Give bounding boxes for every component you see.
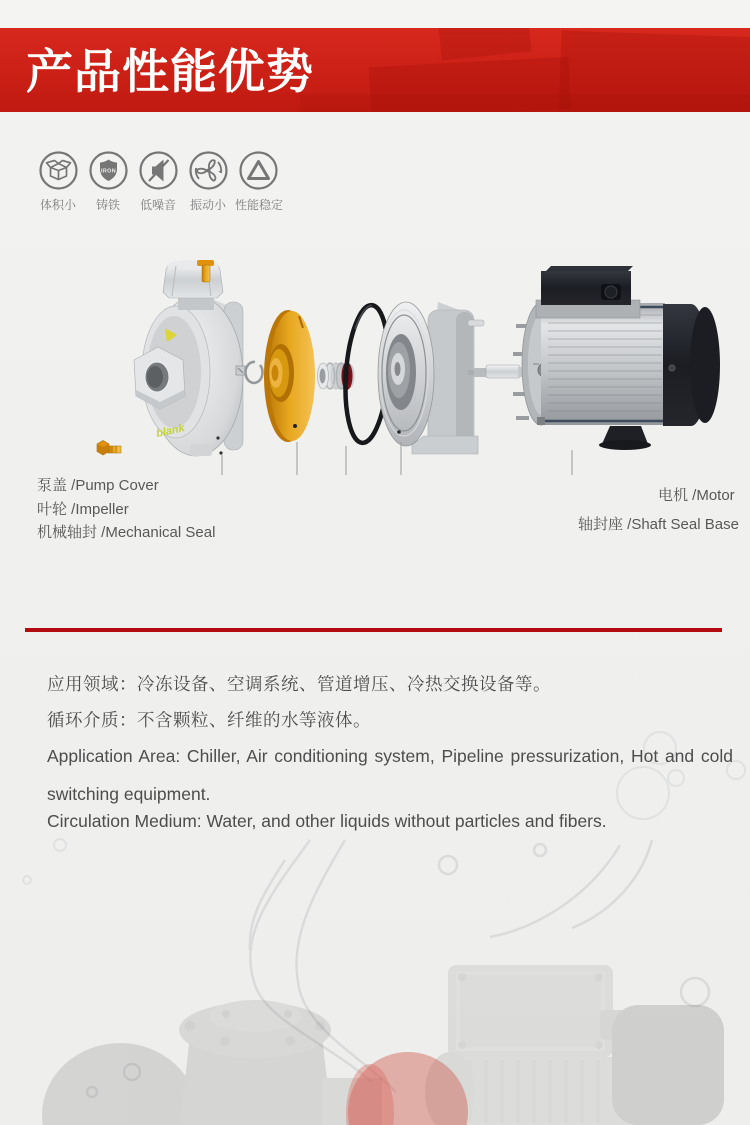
feature-label: 低噪音: [139, 198, 176, 212]
feature-label: 性能稳定: [235, 198, 284, 212]
top-strip: [0, 0, 750, 28]
callout-mechanical-seal: 机械轴封 /Mechanical Seal: [37, 524, 216, 541]
svg-text:IRON: IRON: [100, 168, 116, 175]
application-area-en: Application Area: Chiller, Air conditioning system, Pipeline pressurization, Hot and cold switching equipment.: [47, 746, 733, 804]
banner-texture: [300, 94, 750, 112]
feature-item-cast-iron: [85, 150, 131, 213]
feature-item-low-vibration: [185, 150, 231, 213]
pump-logo-text: blank: [155, 422, 186, 440]
triangle-icon: [238, 150, 279, 191]
feature-item-stable-performance: [235, 150, 284, 213]
page-title: 产品性能优势: [26, 45, 314, 99]
callout-motor: 电机 /Motor: [658, 487, 735, 504]
watermark-valve: [42, 1000, 382, 1125]
red-divider: [25, 628, 722, 632]
iron-shield-icon: [88, 150, 129, 191]
feature-item-low-noise: [135, 150, 181, 213]
drain-bolt: [97, 441, 121, 456]
mechanical-seal: [318, 362, 355, 390]
banner-texture: [438, 28, 531, 61]
banner: [0, 28, 750, 112]
shaft-seal-base: [378, 302, 484, 454]
callout-impeller: 叶轮 /Impeller: [37, 501, 129, 518]
box-icon: [38, 150, 79, 191]
feature-label: 铸铁: [95, 198, 120, 212]
pump-cover: [134, 260, 243, 456]
motor: [513, 266, 720, 450]
callout-shaft-seal-base: 轴封座 /Shaft Seal Base: [578, 516, 739, 533]
impeller: [264, 310, 315, 442]
callout-pump-cover: 泵盖 /Pump Cover: [37, 477, 159, 494]
pump-exploded-diagram: [0, 240, 750, 475]
circulation-medium-en: Circulation Medium: Water, and other liquids without particles and fibers.: [47, 811, 607, 831]
watermark-motor: [425, 965, 724, 1125]
circulation-medium-cn: 循环介质：不含颗粒、纤维的水等液体。: [47, 710, 371, 730]
application-area-cn: 应用领域：冷冻设备、空调系统、管道增压、冷热交换设备等。: [47, 674, 551, 694]
watermark-pump-photo: [42, 840, 745, 1125]
features-row: [35, 150, 284, 213]
fan-rotation-icon: [188, 150, 229, 191]
muted-speaker-icon: [138, 150, 179, 191]
feature-label: 体积小: [39, 198, 76, 212]
feature-label: 振动小: [189, 198, 226, 212]
feature-item-small-size: [35, 150, 81, 213]
